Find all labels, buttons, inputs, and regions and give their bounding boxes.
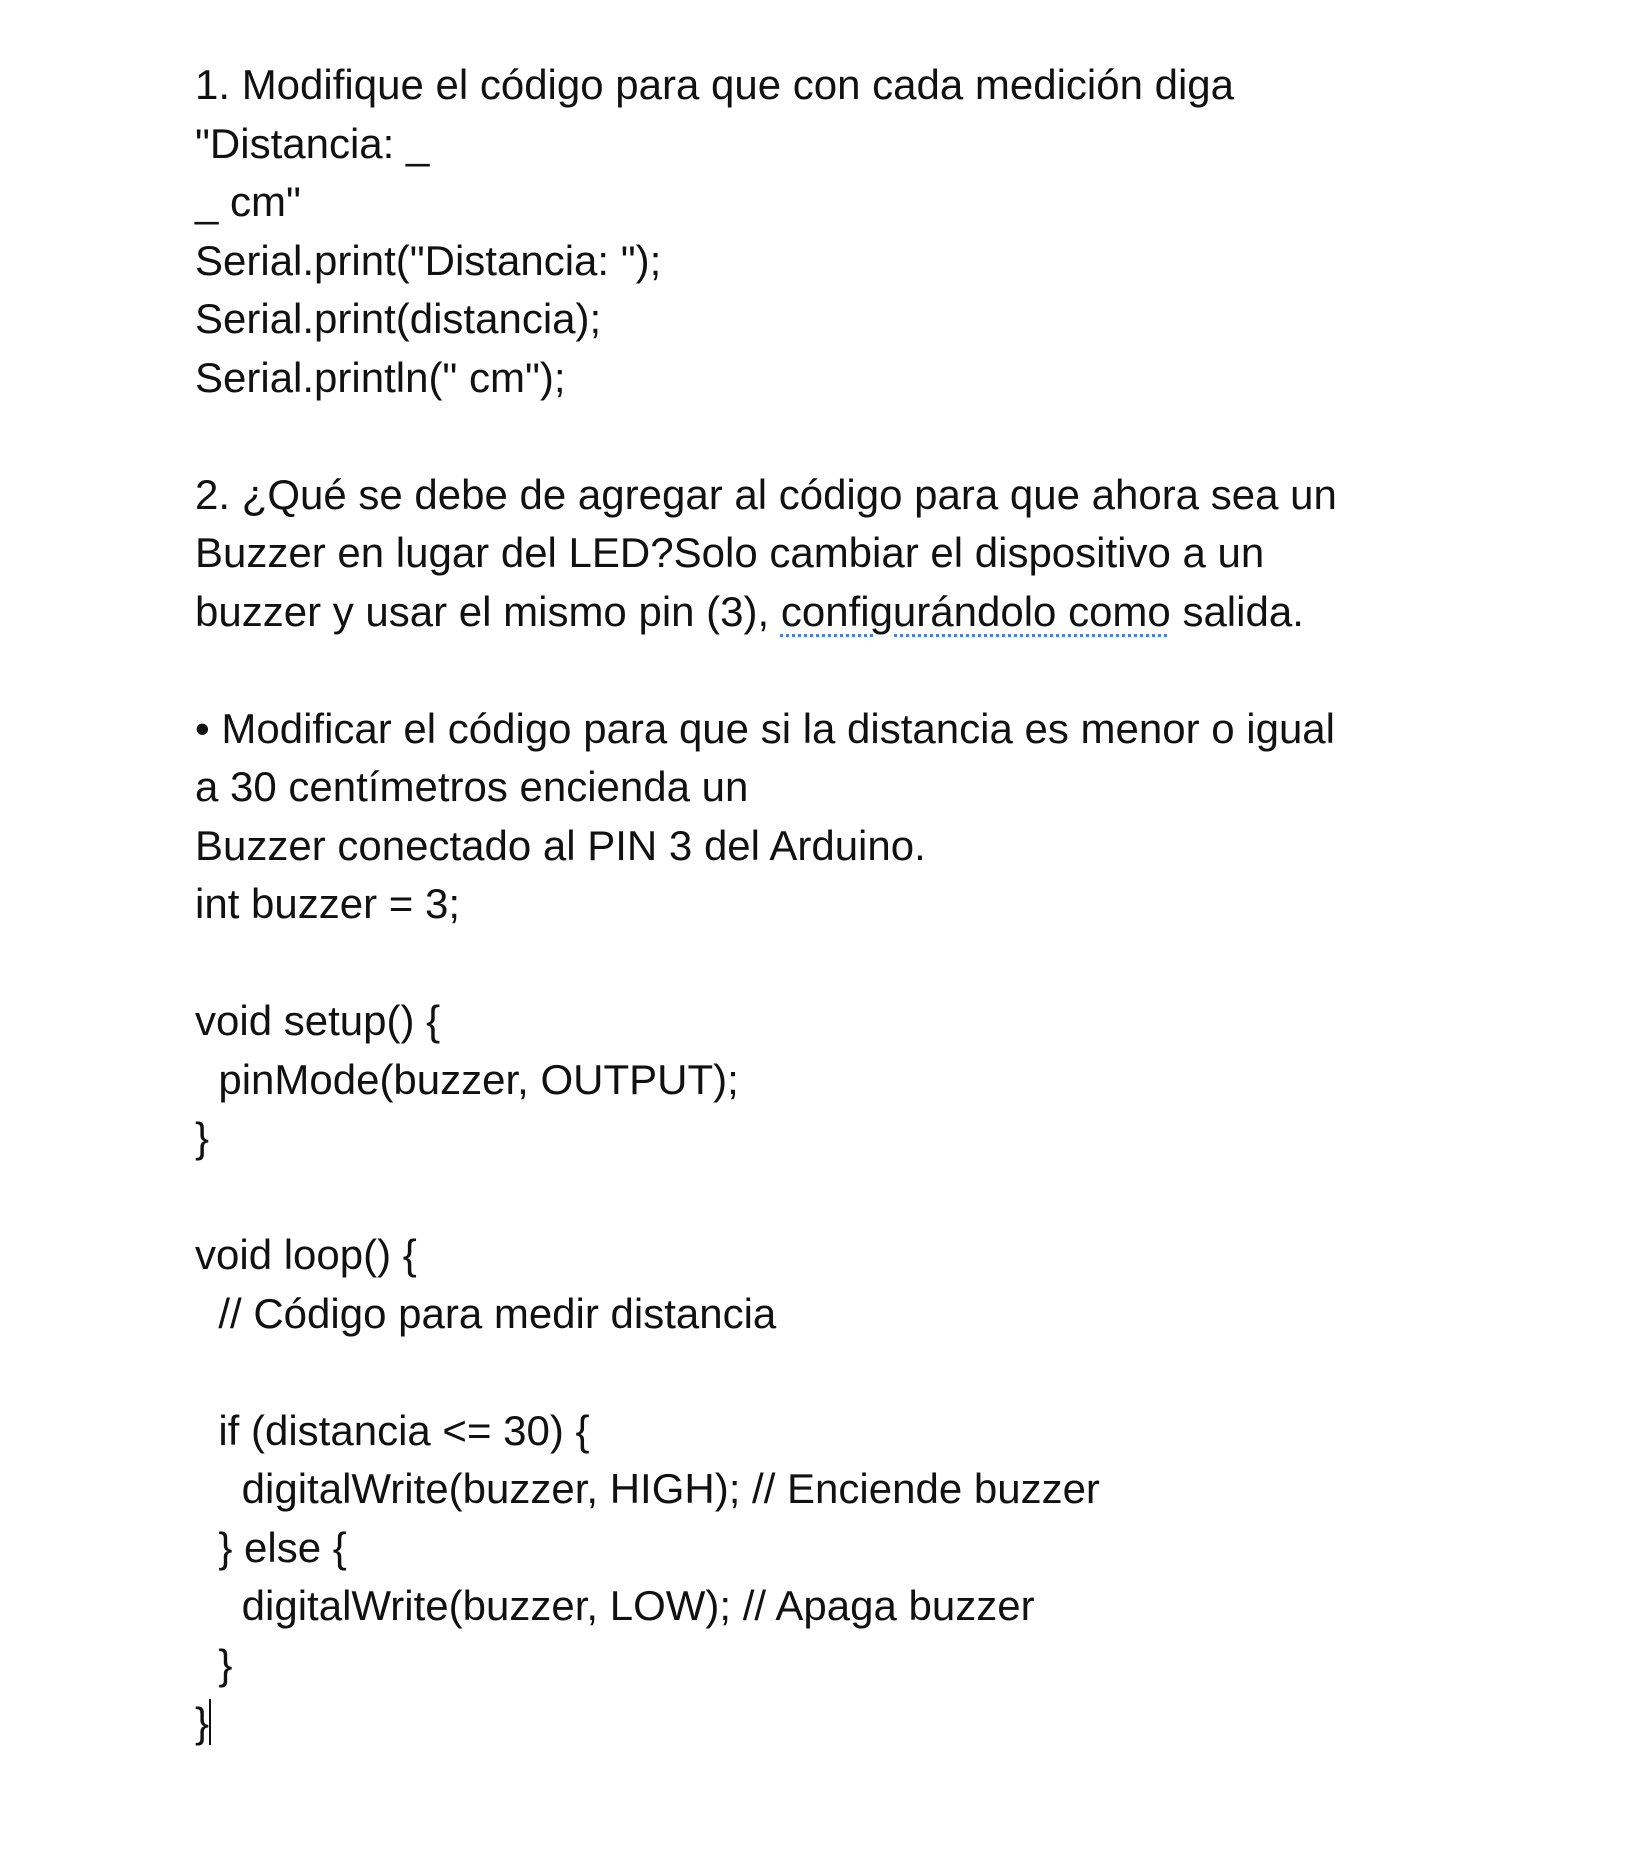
code-line: Serial.print("Distancia: "); — [195, 236, 662, 284]
text-cursor — [209, 1699, 211, 1745]
text-line: a 30 centímetros encienda un — [195, 763, 749, 810]
code-line: } — [195, 1640, 233, 1688]
code-line: digitalWrite(buzzer, HIGH); // Enciende buzzer — [195, 1465, 1100, 1512]
text-segment: buzzer y usar el mismo pin (3), — [195, 587, 781, 635]
code-line: int buzzer = 3; — [195, 880, 460, 927]
code-line: } — [195, 1114, 210, 1161]
document-body[interactable] — [195, 56, 1337, 1753]
code-line: void loop() { — [195, 1231, 417, 1278]
code-line: } else { — [195, 1523, 347, 1571]
blank-line — [195, 1343, 1337, 1402]
blank-line — [195, 934, 1337, 993]
code-line: Serial.print(distancia); — [195, 295, 602, 342]
code-line — [195, 1694, 1337, 1753]
text-line: "Distancia: _ — [195, 119, 430, 167]
text-line: Buzzer en lugar del LED?Solo cambiar el dispositivo a un — [195, 529, 1265, 576]
text-segment: salida. — [1170, 587, 1304, 635]
text-line: • Modificar el código para que si la distancia es menor o igual — [195, 704, 1335, 752]
code-line: digitalWrite(buzzer, LOW); // Apaga buzzer — [195, 1582, 1035, 1629]
blank-line — [195, 641, 1337, 700]
text-line: 2. ¿Qué se debe de agregar al código para que ahora sea un — [195, 470, 1337, 518]
text-line — [195, 583, 1337, 642]
code-line: if (distancia <= 30) { — [195, 1406, 590, 1454]
code-line: Serial.println(" cm"); — [195, 353, 566, 401]
text-line: _ cm" — [195, 178, 301, 225]
text-line: Buzzer conectado al PIN 3 del Arduino. — [195, 821, 926, 869]
text-segment: } — [195, 1699, 210, 1746]
blank-line — [195, 407, 1337, 466]
code-line: pinMode(buzzer, OUTPUT); — [195, 1055, 739, 1103]
text-line: 1. Modifique el código para que con cada medición diga — [195, 61, 1235, 108]
blank-line — [195, 1168, 1337, 1227]
spellcheck-flagged-text[interactable]: configurándolo como — [780, 587, 1171, 635]
code-line: // Código para medir distancia — [195, 1289, 777, 1337]
code-line: void setup() { — [195, 997, 441, 1044]
